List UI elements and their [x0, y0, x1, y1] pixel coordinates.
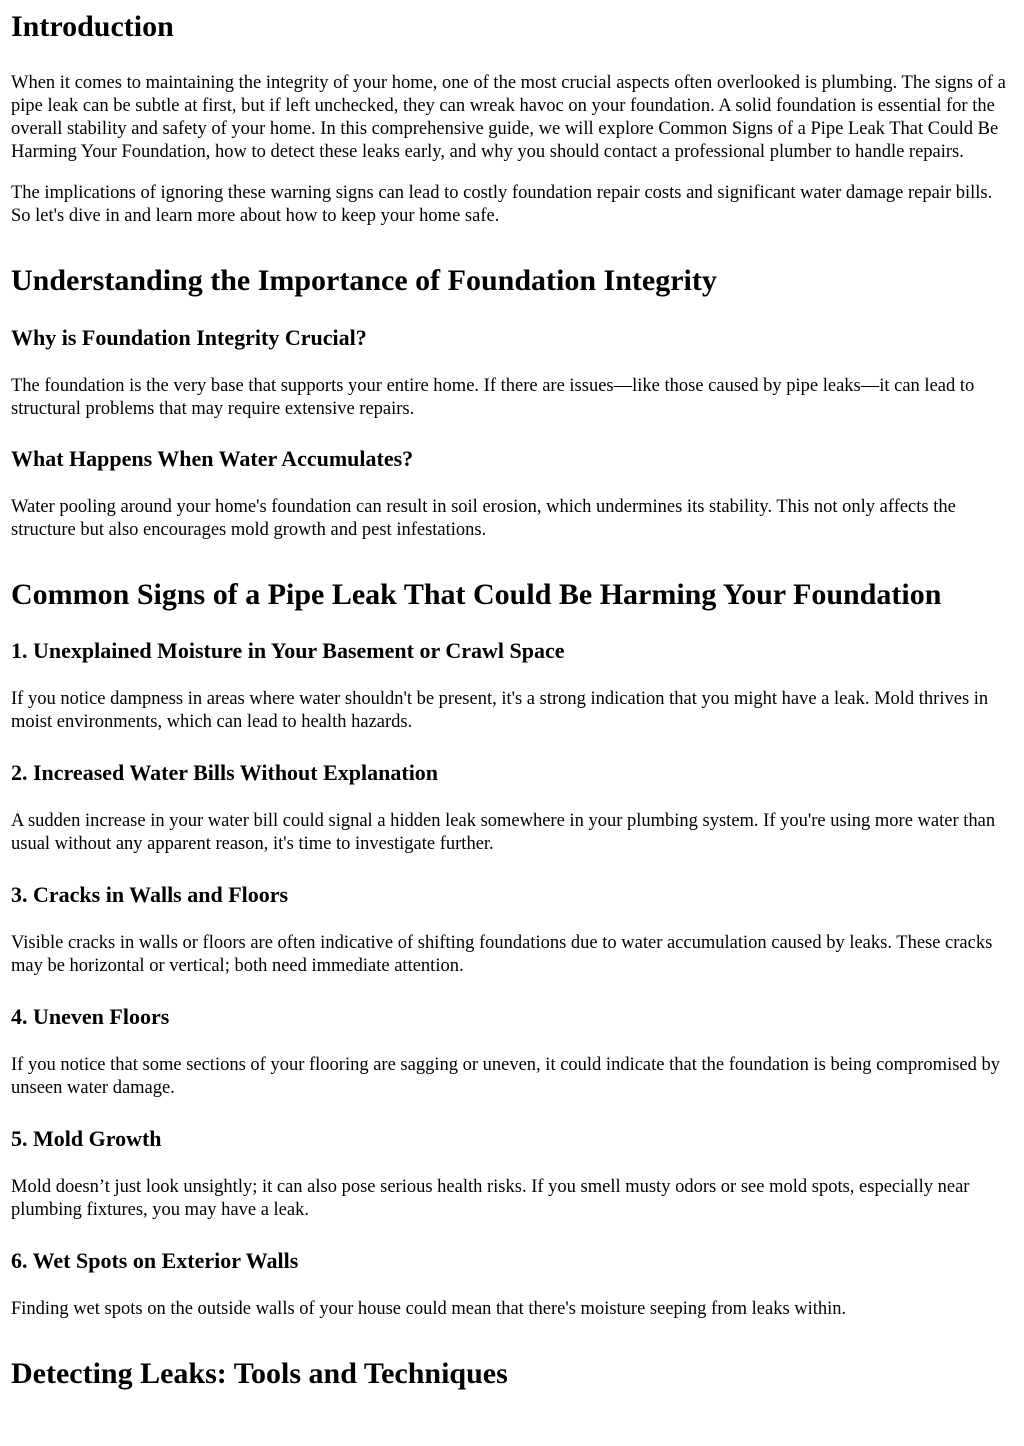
sign-heading: 3. Cracks in Walls and Floors	[11, 882, 289, 907]
sign-paragraph: If you notice that some sections of your flooring are sagging or uneven, it could indicate that the foundation is being compromised by unseen water damage.	[11, 1055, 1001, 1098]
introduction-paragraph: The implications of ignoring these warning signs can lead to costly foundation repair costs and significant water damage repair bills. So let's dive in and learn more about how to keep your home safe.	[11, 183, 993, 226]
introduction-paragraph: When it comes to maintaining the integrity of your home, one of the most crucial aspects often overlooked is plumbing. The signs of a pipe leak can be subtle at first, but if left unchecked, they can wreak havoc on your foundation. A solid foundation is essential for the overall stability and safety of your home. In this comprehensive guide, we will explore Common Signs of a Pipe Leak That Could Be Harming Your Foundation, how to detect these leaks early, and why you should contact a professional plumber to handle repairs.	[11, 73, 1006, 162]
sign-paragraph: If you notice dampness in areas where water shouldn't be present, it's a strong indication that you might have a leak. Mold thrives in moist environments, which can lead to health hazards.	[11, 689, 989, 732]
detecting-leaks-heading: Detecting Leaks: Tools and Techniques	[11, 1357, 508, 1390]
subsection-paragraph: The foundation is the very base that supports your entire home. If there are issues—like those caused by pipe leaks—it can lead to structural problems that may require extensive repairs.	[11, 376, 975, 419]
sign-paragraph: Mold doesn’t just look unsightly; it can also pose serious health risks. If you smell musty odors or see mold spots, especially near plumbing fixtures, you may have a leak.	[11, 1177, 970, 1220]
sign-heading: 2. Increased Water Bills Without Explanation	[11, 760, 439, 785]
sign-paragraph: Visible cracks in walls or floors are often indicative of shifting foundations due to water accumulation caused by leaks. These cracks may be horizontal or vertical; both need immediate attention.	[11, 933, 993, 976]
sign-heading: 5. Mold Growth	[11, 1126, 162, 1151]
introduction-heading: Introduction	[11, 10, 174, 43]
sign-heading: 4. Uneven Floors	[11, 1004, 170, 1029]
sign-paragraph: A sudden increase in your water bill could signal a hidden leak somewhere in your plumbing system. If you're using more water than usual without any apparent reason, it's time to investigate further.	[11, 811, 996, 854]
subsection-heading: What Happens When Water Accumulates?	[11, 446, 414, 471]
sign-heading: 6. Wet Spots on Exterior Walls	[11, 1248, 299, 1273]
foundation-integrity-heading: Understanding the Importance of Foundation Integrity	[11, 264, 717, 297]
subsection-heading: Why is Foundation Integrity Crucial?	[11, 325, 367, 350]
sign-heading: 1. Unexplained Moisture in Your Basement or Crawl Space	[11, 638, 565, 663]
common-signs-heading: Common Signs of a Pipe Leak That Could Be Harming Your Foundation	[11, 578, 942, 611]
subsection-paragraph: Water pooling around your home's foundation can result in soil erosion, which undermines its stability. This not only affects the structure but also encourages mold growth and pest infestations.	[11, 497, 956, 540]
sign-paragraph: Finding wet spots on the outside walls of your house could mean that there's moisture seeping from leaks within.	[11, 1299, 847, 1319]
